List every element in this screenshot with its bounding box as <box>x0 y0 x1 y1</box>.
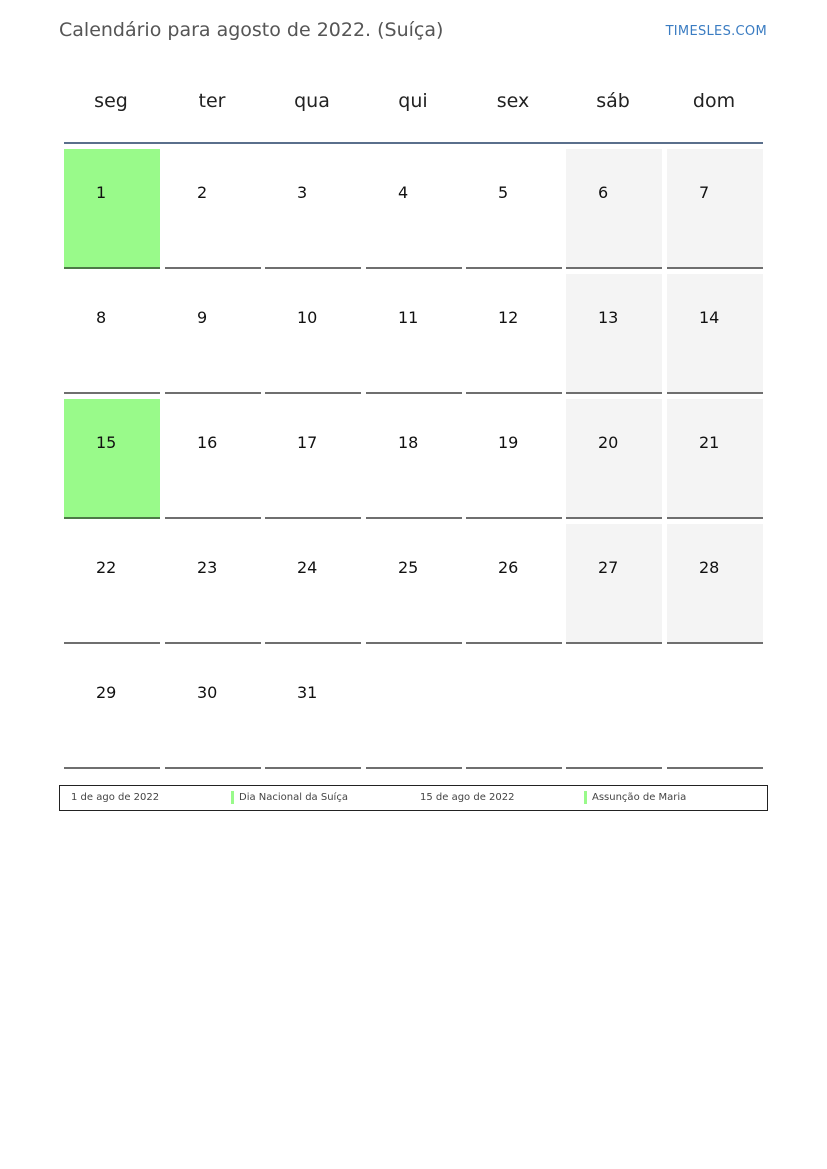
day-cell <box>366 274 462 394</box>
day-cell <box>466 274 562 394</box>
day-number: 20 <box>598 433 619 452</box>
day-number: 4 <box>398 183 409 202</box>
day-number: 28 <box>699 558 720 577</box>
brand-link[interactable]: TIMESLES.COM <box>665 24 767 39</box>
day-cell <box>566 524 662 644</box>
empty-day-cell <box>667 649 763 769</box>
day-cell <box>667 524 763 644</box>
day-number: 5 <box>498 183 509 202</box>
day-cell <box>466 399 562 519</box>
day-cell <box>165 524 261 644</box>
empty-day-cell <box>366 649 462 769</box>
legend-holiday-name: Assunção de Maria <box>592 792 687 803</box>
header-divider <box>64 142 763 144</box>
empty-day-cell <box>466 649 562 769</box>
day-number: 10 <box>297 308 318 327</box>
weekday-label: sáb <box>596 90 630 112</box>
legend-date: 1 de ago de 2022 <box>71 792 160 803</box>
day-number: 17 <box>297 433 318 452</box>
day-cell <box>64 149 160 269</box>
day-number: 19 <box>498 433 519 452</box>
legend-holiday-swatch <box>584 791 587 804</box>
weekday-label: seg <box>94 90 128 112</box>
day-cell <box>165 649 261 769</box>
day-cell <box>667 149 763 269</box>
empty-day-cell <box>566 649 662 769</box>
day-number: 22 <box>96 558 117 577</box>
day-cell <box>265 274 361 394</box>
page-title: Calendário para agosto de 2022. (Suíça) <box>59 19 444 41</box>
day-cell <box>165 274 261 394</box>
day-cell <box>165 149 261 269</box>
day-cell <box>667 399 763 519</box>
day-number: 11 <box>398 308 419 327</box>
day-number: 6 <box>598 183 609 202</box>
day-cell <box>265 524 361 644</box>
day-number: 15 <box>96 433 117 452</box>
day-cell <box>64 274 160 394</box>
day-number: 24 <box>297 558 318 577</box>
day-number: 23 <box>197 558 218 577</box>
day-cell <box>265 649 361 769</box>
day-number: 13 <box>598 308 619 327</box>
day-cell <box>165 399 261 519</box>
day-cell <box>566 399 662 519</box>
day-number: 29 <box>96 683 117 702</box>
day-number: 7 <box>699 183 710 202</box>
weekday-label: ter <box>198 90 226 112</box>
weekday-header-row <box>61 90 764 118</box>
weekday-label: sex <box>496 90 530 112</box>
day-number: 26 <box>498 558 519 577</box>
day-cell <box>466 149 562 269</box>
day-number: 25 <box>398 558 419 577</box>
day-cell <box>265 399 361 519</box>
day-cell <box>566 274 662 394</box>
day-number: 21 <box>699 433 720 452</box>
day-cell <box>265 149 361 269</box>
day-number: 14 <box>699 308 720 327</box>
day-cell <box>64 399 160 519</box>
holiday-legend <box>59 785 768 811</box>
day-cell <box>64 649 160 769</box>
weekday-label: dom <box>692 90 736 112</box>
day-number: 16 <box>197 433 218 452</box>
day-number: 9 <box>197 308 208 327</box>
day-cell <box>366 524 462 644</box>
day-number: 18 <box>398 433 419 452</box>
day-number: 27 <box>598 558 619 577</box>
day-number: 3 <box>297 183 308 202</box>
day-cell <box>64 524 160 644</box>
day-cell <box>366 149 462 269</box>
day-number: 12 <box>498 308 519 327</box>
day-number: 8 <box>96 308 107 327</box>
weekday-label: qui <box>398 90 428 112</box>
weekday-label: qua <box>294 90 330 112</box>
legend-holiday-swatch <box>231 791 234 804</box>
legend-date: 15 de ago de 2022 <box>420 792 515 803</box>
day-number: 1 <box>96 183 107 202</box>
legend-holiday-name: Dia Nacional da Suíça <box>239 792 348 803</box>
day-number: 30 <box>197 683 218 702</box>
day-number: 2 <box>197 183 208 202</box>
day-cell <box>466 524 562 644</box>
day-cell <box>566 149 662 269</box>
day-cell <box>667 274 763 394</box>
day-cell <box>366 399 462 519</box>
day-number: 31 <box>297 683 318 702</box>
